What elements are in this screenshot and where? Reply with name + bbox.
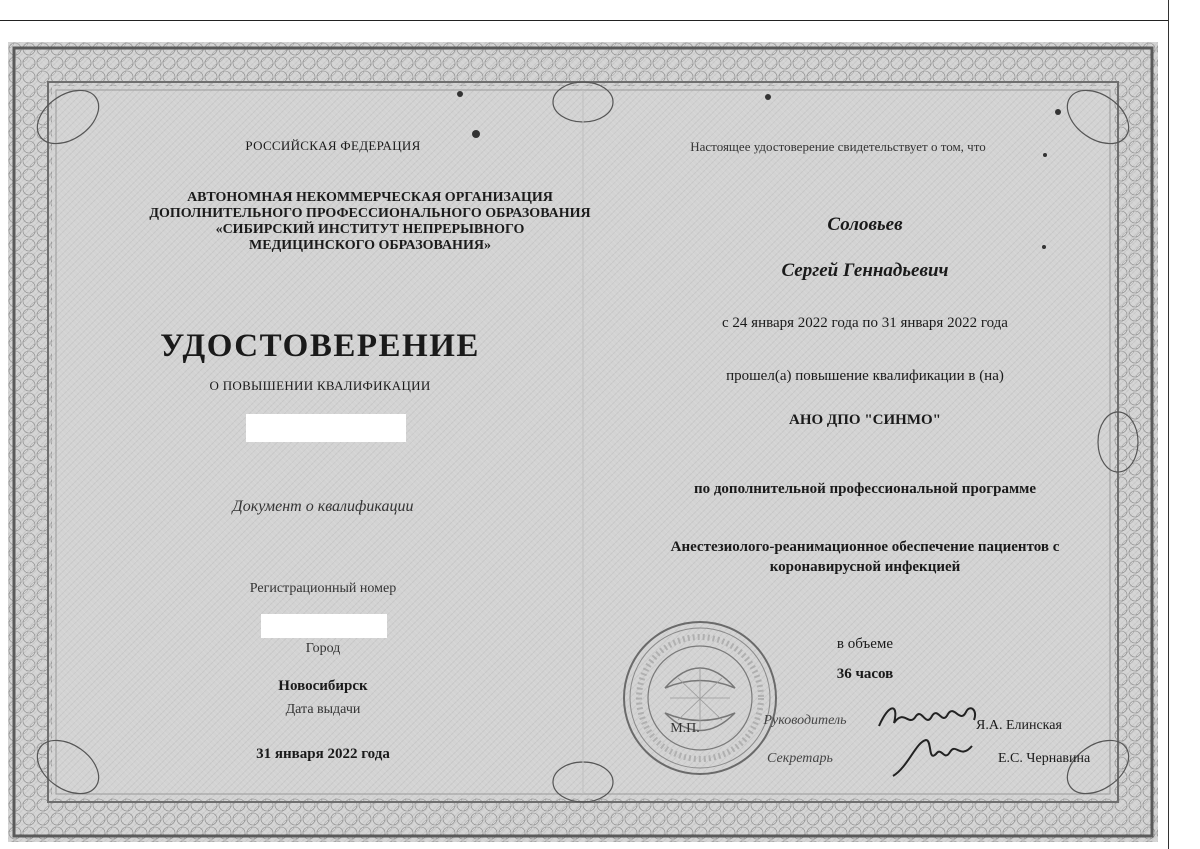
secretary-name: Е.С. Чернавина (998, 751, 1091, 766)
city-value: Новосибирск (278, 678, 368, 694)
certificate-content (8, 42, 1158, 842)
program-title-line: Анестезиолого-реанимационное обеспечение пациентов с (670, 539, 1060, 555)
given-names: Сергей Геннадьевич (781, 260, 949, 281)
head-label: Руководитель (763, 713, 847, 728)
issue-date-value: 31 января 2022 года (256, 746, 390, 762)
mp-stamp-place: М.П. (670, 721, 700, 736)
program-title-line: коронавирусной инфекцией (769, 559, 961, 575)
scan-right-edge (1168, 0, 1169, 849)
secretary-signature-icon (888, 732, 978, 782)
study-period: с 24 января 2022 года по 31 января 2022 года (722, 315, 1008, 331)
reg-number-label: Регистрационный номер (249, 581, 397, 596)
volume-value: 36 часов (836, 666, 894, 682)
secretary-label: Секретарь (767, 751, 833, 766)
head-name: Я.А. Елинская (976, 718, 1062, 733)
document-type: Документ о квалификации (232, 498, 414, 515)
organization-short: АНО ДПО "СИНМО" (789, 412, 941, 428)
document-subtitle: О ПОВЫШЕНИИ КВАЛИФИКАЦИИ (209, 378, 431, 393)
redacted-series-number (246, 414, 406, 442)
redacted-reg-number (261, 614, 387, 638)
volume-label: в объеме (836, 636, 894, 652)
intro-line: Настоящее удостоверение свидетельствует о том, что (690, 139, 986, 154)
country-heading: РОССИЙСКАЯ ФЕДЕРАЦИЯ (245, 138, 421, 153)
issue-date-label: Дата выдачи (285, 702, 361, 717)
certificate-spread (8, 42, 1158, 842)
org-line: «СИБИРСКИЙ ИНСТИТУТ НЕПРЕРЫВНОГО (215, 222, 525, 237)
program-title (605, 537, 1125, 577)
surname: Соловьев (827, 214, 903, 235)
scan-top-edge (0, 20, 1168, 21)
document-title: УДОСТОВЕРЕНИЕ (160, 328, 480, 364)
org-line: АВТОНОМНАЯ НЕКОММЕРЧЕСКАЯ ОРГАНИЗАЦИЯ (187, 190, 553, 205)
org-line: МЕДИЦИНСКОГО ОБРАЗОВАНИЯ» (249, 238, 491, 253)
passed-line: прошел(а) повышение квалификации в (на) (726, 368, 1004, 384)
program-label: по дополнительной профессиональной программе (693, 481, 1037, 497)
org-line: ДОПОЛНИТЕЛЬНОГО ПРОФЕССИОНАЛЬНОГО ОБРАЗОВАНИЯ (149, 206, 591, 221)
city-label: Город (305, 641, 341, 656)
organization-name (70, 190, 670, 254)
